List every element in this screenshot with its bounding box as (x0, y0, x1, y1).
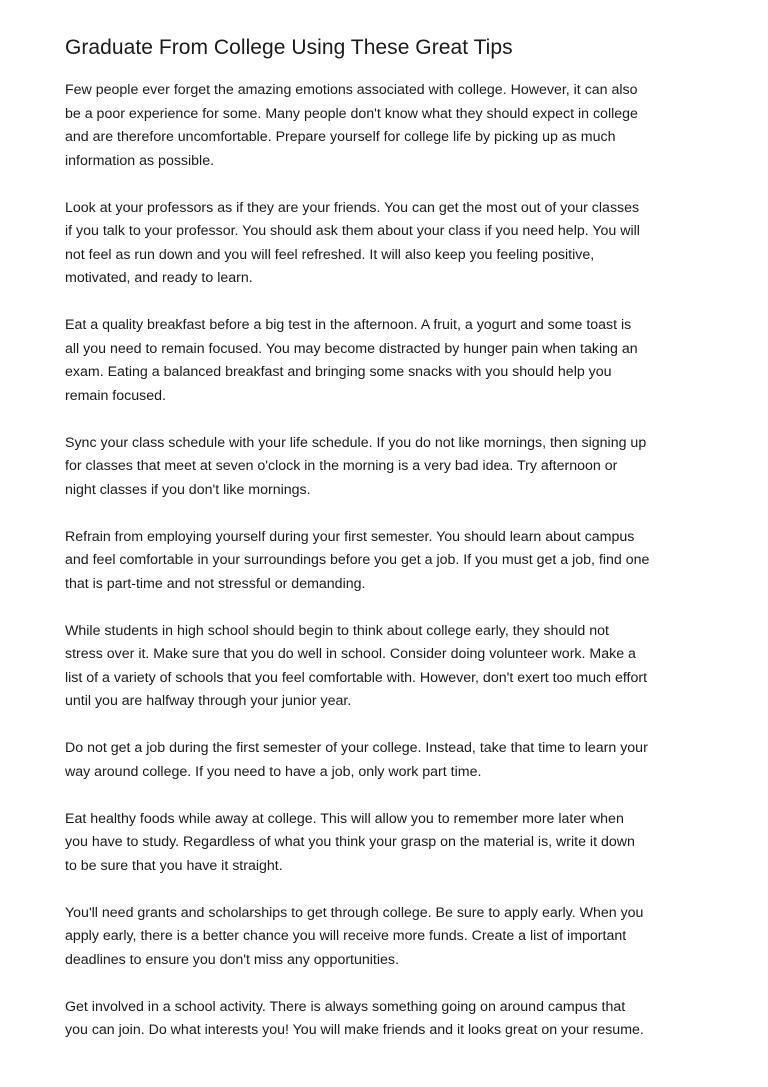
paragraph-4 (65, 432, 715, 503)
text-line: remain focused. (65, 387, 166, 404)
text-line: to be sure that you have it straight. (65, 857, 283, 874)
text-line: be a poor experience for some. Many people don't know what they should expect in college (65, 105, 638, 122)
text-line: Eat healthy foods while away at college. This will allow you to remember more later when (65, 810, 624, 827)
text-line: for classes that meet at seven o'clock in the morning is a very bad idea. Try afternoon or (65, 458, 618, 474)
text-line: stress over it. Make sure that you do well in school. Consider doing volunteer work. Make a (65, 646, 636, 662)
text-line: you have to study. Regardless of what you think your grasp on the material is, write it down (65, 834, 635, 850)
text-line: apply early, there is a better chance you will receive more funds. Create a list of important (65, 928, 627, 944)
text-line: While students in high school should begin to think about college early, they should not (65, 622, 609, 639)
text-line: you can join. Do what interests you! You will make friends and it looks great on your resume. (65, 1022, 644, 1038)
paragraph-9 (65, 902, 715, 973)
text-line: way around college. If you need to have a job, only work part time. (65, 763, 482, 780)
text-line: exam. Eating a balanced breakfast and bringing some snacks with you should help you (65, 364, 612, 380)
text-line: all you need to remain focused. You may become distracted by hunger pain when taking an (65, 340, 638, 357)
text-line: Sync your class schedule with your life schedule. If you do not like mornings, then signing up (65, 434, 647, 451)
text-line: Get involved in a school activity. There is always something going on around campus that (65, 998, 626, 1015)
text-line: Few people ever forget the amazing emotions associated with college. However, it can also (65, 82, 638, 98)
text-line: list of a variety of schools that you feel comfortable with. However, don't exert too much effort (65, 669, 648, 686)
text-line: not feel as run down and you will feel refreshed. It will also keep you feeling positive, (65, 246, 595, 263)
paragraph-5 (65, 526, 715, 597)
text-line: deadlines to ensure you don't miss any opportunities. (65, 951, 399, 968)
text-line: if you talk to your professor. You should ask them about your class if you need help. You will (65, 223, 640, 239)
text-line: You'll need grants and scholarships to get through college. Be sure to apply early. When you (65, 904, 644, 921)
paragraph-3 (65, 314, 715, 408)
paragraph-6 (65, 620, 715, 714)
paragraph-8 (65, 808, 715, 879)
text-line: until you are halfway through your junior year. (65, 693, 352, 709)
document-title: Graduate From College Using These Great Tips (65, 36, 513, 59)
text-line: Look at your professors as if they are your friends. You can get the most out of your classes (65, 199, 640, 216)
text-line: and are therefore uncomfortable. Prepare yourself for college life by picking up as much (65, 129, 616, 145)
text-line: night classes if you don't like mornings. (65, 481, 311, 498)
text-line: information as possible. (65, 152, 215, 169)
document-page (65, 34, 715, 1066)
text-line: that is part-time and not stressful or demanding. (65, 575, 366, 592)
paragraph-2 (65, 197, 715, 291)
text-line: motivated, and ready to learn. (65, 270, 253, 286)
paragraph-10 (65, 996, 715, 1043)
text-line: and feel comfortable in your surroundings before you get a job. If you must get a job, find one (65, 552, 650, 568)
paragraph-1 (65, 79, 715, 173)
text-line: Eat a quality breakfast before a big test in the afternoon. A fruit, a yogurt and some toast is (65, 317, 632, 333)
text-line: Do not get a job during the first semester of your college. Instead, take that time to learn your (65, 740, 648, 756)
paragraph-7 (65, 737, 715, 784)
text-line: Refrain from employing yourself during your first semester. You should learn about campus (65, 528, 635, 545)
